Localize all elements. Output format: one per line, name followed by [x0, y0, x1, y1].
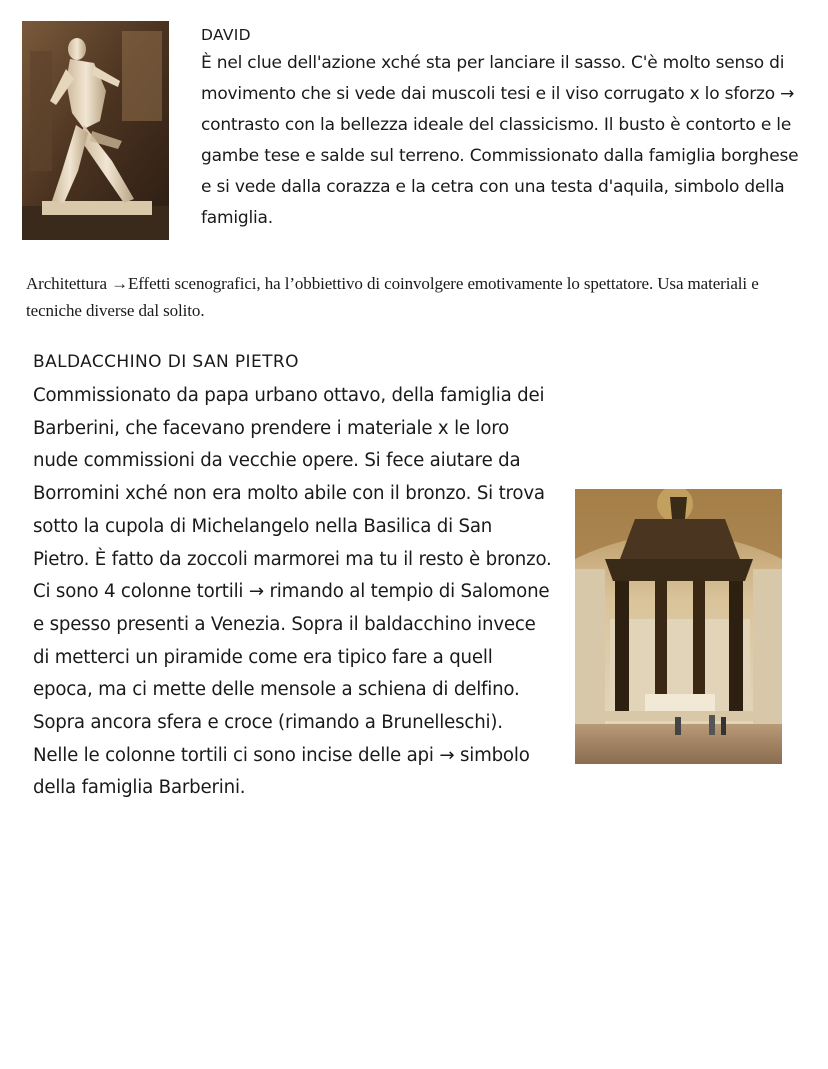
david-title: DAVID: [201, 26, 251, 44]
baldacchino-photo: [575, 489, 782, 764]
david-section: [201, 24, 801, 234]
david-statue-photo: [22, 21, 169, 240]
david-description: È nel clue dell'azione xché sta per lanciare il sasso. C'è molto senso di movimento che si vede dai muscoli tesi e il viso corrugato x lo sforzo → contrasto con la bellezza ideale del classicismo. Il busto è contorto e le gambe tese e salde sul terreno. Commissionato dalla famiglia borghese e si vede dalla corazza e la cetra con una testa d'aquila, simbolo della famiglia.: [201, 53, 799, 228]
architettura-paragraph: Architettura →Effetti scenografici, ha l’obbiettivo di coinvolgere emotivamente lo spettatore. Usa materiali e tecniche diverse dal solito.: [26, 274, 759, 320]
baldacchino-description: Commissionato da papa urbano ottavo, della famiglia dei Barberini, che facevano prendere i materiale x le loro nude commissioni da vecchie opere. Si fece aiutare da Borromini xché non era molto abile con il bronzo. Si trova sotto la cupola di Michelangelo nella Basilica di San Pietro. È fatto da zoccoli marmorei ma tu il resto è bronzo. Ci sono 4 colonne tortili → rimando al tempio di Salomone e spesso presenti a Venezia. Sopra il baldacchino invece di metterci un piramide come era tipico fare a quell epoca, ma ci mette delle mensole a schiena di delfino. Sopra ancora sfera e croce (rimando a Brunelleschi). Nelle le colonne tortili ci sono incise delle api → simbolo della famiglia Barberini.: [33, 385, 552, 799]
baldacchino-title: BALDACCHINO DI SAN PIETRO: [33, 352, 299, 372]
